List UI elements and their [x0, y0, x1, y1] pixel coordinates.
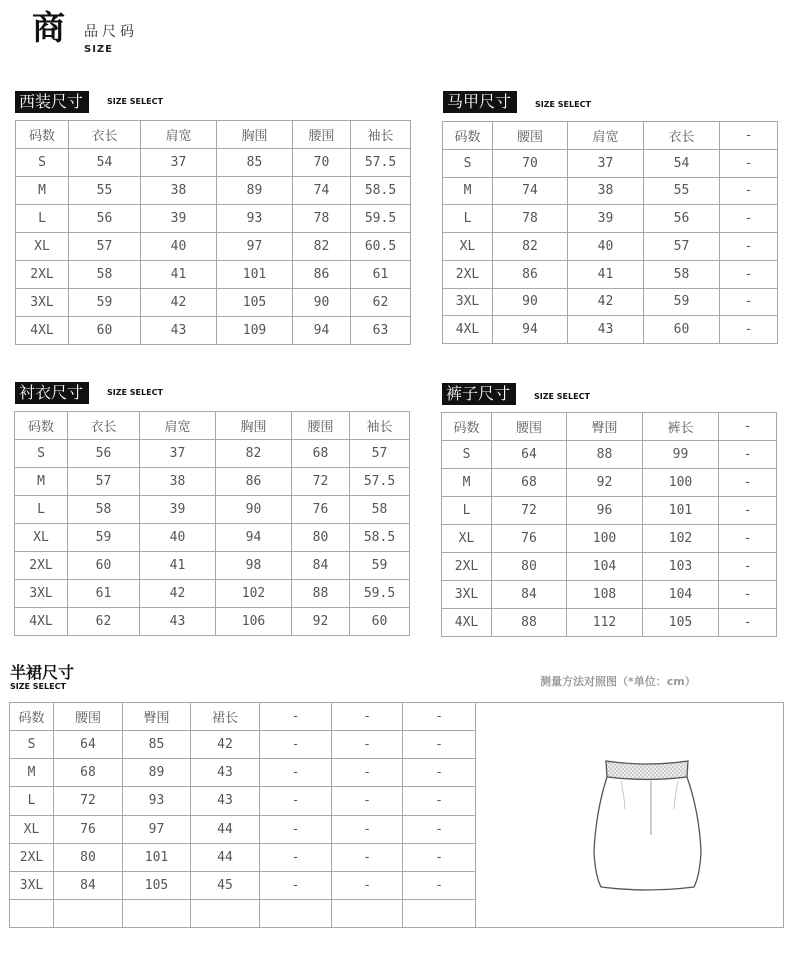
vest-cell: 59	[644, 288, 720, 316]
pants-cell: 105	[643, 609, 719, 637]
skirt-column-header: -	[332, 703, 403, 731]
shirt-cell: S	[15, 440, 68, 468]
suit-cell: 86	[293, 261, 351, 289]
vest-cell: 2XL	[443, 260, 493, 288]
shirt-row	[15, 580, 410, 608]
shirt-cell: 57.5	[350, 468, 410, 496]
suit-cell: 43	[141, 317, 217, 345]
suit-cell: 2XL	[16, 261, 69, 289]
vest-subtitle: SIZE SELECT	[535, 100, 591, 109]
vest-cell: 39	[568, 205, 644, 233]
suit-cell: XL	[16, 233, 69, 261]
shirt-cell: L	[15, 496, 68, 524]
skirt-row	[10, 871, 476, 899]
pants-cell: -	[719, 441, 777, 469]
vest-cell: 54	[644, 149, 720, 177]
skirt-cell: 42	[191, 731, 260, 759]
skirt-cell: -	[332, 759, 403, 787]
pants-cell: 4XL	[442, 609, 492, 637]
suit-column-header: 肩宽	[141, 121, 217, 149]
skirt-title: 半裙尺寸	[10, 663, 75, 682]
vest-cell: L	[443, 205, 493, 233]
pants-cell: 100	[643, 469, 719, 497]
pants-row	[442, 497, 777, 525]
suit-cell: 90	[293, 289, 351, 317]
suit-title: 西装尺寸	[15, 91, 89, 113]
shirt-cell: 40	[140, 524, 216, 552]
vest-cell: -	[720, 177, 778, 205]
header-size-label: SIZE	[84, 44, 114, 55]
vest-column-header: 腰围	[493, 122, 568, 150]
skirt-cell: 97	[123, 815, 191, 843]
pants-cell: 84	[492, 581, 567, 609]
suit-cell: 57.5	[351, 149, 411, 177]
shirt-column-header: 胸围	[216, 412, 292, 440]
vest-cell: 4XL	[443, 316, 493, 344]
suit-cell: 97	[217, 233, 293, 261]
vest-cell: 74	[493, 177, 568, 205]
skirt-cell: 93	[123, 787, 191, 815]
pants-cell: 92	[567, 469, 643, 497]
vest-cell: 78	[493, 205, 568, 233]
vest-row	[443, 233, 778, 261]
vest-cell: 3XL	[443, 288, 493, 316]
vest-cell: 60	[644, 316, 720, 344]
pants-cell: -	[719, 609, 777, 637]
suit-cell: 56	[69, 205, 141, 233]
skirt-cell	[10, 899, 54, 927]
suit-cell: 63	[351, 317, 411, 345]
shirt-cell: 38	[140, 468, 216, 496]
shirt-subtitle: SIZE SELECT	[107, 388, 163, 397]
pants-cell: 88	[567, 441, 643, 469]
skirt-cell: 43	[191, 759, 260, 787]
shirt-row	[15, 440, 410, 468]
shirt-title: 衬衣尺寸	[15, 382, 89, 404]
vest-cell: 37	[568, 149, 644, 177]
shirt-row	[15, 468, 410, 496]
skirt-cell: -	[403, 787, 476, 815]
shirt-cell: 59.5	[350, 580, 410, 608]
vest-row	[443, 149, 778, 177]
suit-column-header: 胸围	[217, 121, 293, 149]
pants-cell: 108	[567, 581, 643, 609]
suit-cell: 78	[293, 205, 351, 233]
skirt-cell: 2XL	[10, 843, 54, 871]
vest-cell: 55	[644, 177, 720, 205]
skirt-cell: 80	[54, 843, 123, 871]
skirt-cell: -	[332, 731, 403, 759]
pants-cell: S	[442, 441, 492, 469]
pants-title: 裤子尺寸	[442, 383, 516, 405]
skirt-column-header: 裙长	[191, 703, 260, 731]
skirt-cell	[191, 899, 260, 927]
shirt-cell: 39	[140, 496, 216, 524]
shirt-cell: 72	[292, 468, 350, 496]
pants-row	[442, 469, 777, 497]
vest-row	[443, 177, 778, 205]
pants-cell: 3XL	[442, 581, 492, 609]
shirt-cell: 90	[216, 496, 292, 524]
skirt-cell: S	[10, 731, 54, 759]
suit-cell: S	[16, 149, 69, 177]
skirt-subtitle: SIZE SELECT	[10, 682, 66, 691]
suit-column-header: 腰围	[293, 121, 351, 149]
shirt-cell: 41	[140, 552, 216, 580]
vest-column-header: 码数	[443, 122, 493, 150]
header-small-chars: 品尺码	[84, 24, 138, 40]
skirt-cell	[260, 899, 332, 927]
skirt-cell: -	[260, 731, 332, 759]
skirt-cell: 76	[54, 815, 123, 843]
pants-cell: 101	[643, 497, 719, 525]
suit-cell: 42	[141, 289, 217, 317]
suit-cell: L	[16, 205, 69, 233]
skirt-cell: 45	[191, 871, 260, 899]
shirt-cell: 62	[68, 608, 140, 636]
skirt-cell: -	[403, 843, 476, 871]
shirt-column-header: 码数	[15, 412, 68, 440]
vest-cell: 40	[568, 233, 644, 261]
skirt-cell: 68	[54, 759, 123, 787]
pants-cell: 103	[643, 553, 719, 581]
vest-cell: 58	[644, 260, 720, 288]
shirt-cell: 102	[216, 580, 292, 608]
shirt-row	[15, 524, 410, 552]
vest-title: 马甲尺寸	[443, 91, 517, 113]
suit-cell: 58	[69, 261, 141, 289]
vest-cell: 86	[493, 260, 568, 288]
pants-cell: 100	[567, 525, 643, 553]
pants-header-row	[442, 413, 777, 441]
pants-cell: 80	[492, 553, 567, 581]
skirt-cell: 72	[54, 787, 123, 815]
vest-cell: 90	[493, 288, 568, 316]
shirt-cell: 3XL	[15, 580, 68, 608]
pants-row	[442, 553, 777, 581]
shirt-size-table	[14, 411, 410, 636]
shirt-header-row	[15, 412, 410, 440]
shirt-cell: 61	[68, 580, 140, 608]
skirt-illustration-panel	[475, 702, 784, 928]
shirt-cell: 98	[216, 552, 292, 580]
pants-cell: -	[719, 497, 777, 525]
pants-cell: -	[719, 553, 777, 581]
vest-cell: -	[720, 149, 778, 177]
suit-cell: 38	[141, 177, 217, 205]
vest-cell: 43	[568, 316, 644, 344]
pants-cell: L	[442, 497, 492, 525]
vest-cell: -	[720, 233, 778, 261]
pants-column-header: 码数	[442, 413, 492, 441]
pants-size-table	[441, 412, 777, 637]
suit-cell: 40	[141, 233, 217, 261]
skirt-cell: 43	[191, 787, 260, 815]
suit-cell: 39	[141, 205, 217, 233]
pants-cell: 64	[492, 441, 567, 469]
vest-cell: S	[443, 149, 493, 177]
pants-cell: -	[719, 469, 777, 497]
vest-cell: -	[720, 288, 778, 316]
skirt-cell	[403, 899, 476, 927]
shirt-cell: 60	[350, 608, 410, 636]
suit-cell: 37	[141, 149, 217, 177]
skirt-column-header: 腰围	[54, 703, 123, 731]
skirt-cell: -	[332, 871, 403, 899]
skirt-cell: 101	[123, 843, 191, 871]
vest-row	[443, 288, 778, 316]
skirt-cell: 44	[191, 843, 260, 871]
skirt-row	[10, 899, 476, 927]
suit-cell: 60.5	[351, 233, 411, 261]
skirt-cell: 44	[191, 815, 260, 843]
vest-cell: 38	[568, 177, 644, 205]
pants-cell: 112	[567, 609, 643, 637]
skirt-cell: -	[403, 815, 476, 843]
shirt-cell: 57	[350, 440, 410, 468]
skirt-row	[10, 731, 476, 759]
skirt-row	[10, 815, 476, 843]
skirt-cell	[123, 899, 191, 927]
vest-cell: 94	[493, 316, 568, 344]
pants-cell: 2XL	[442, 553, 492, 581]
vest-column-header: -	[720, 122, 778, 150]
suit-cell: 59.5	[351, 205, 411, 233]
suit-cell: 89	[217, 177, 293, 205]
skirt-cell: XL	[10, 815, 54, 843]
shirt-column-header: 腰围	[292, 412, 350, 440]
skirt-cell: -	[260, 815, 332, 843]
shirt-cell: 82	[216, 440, 292, 468]
vest-column-header: 肩宽	[568, 122, 644, 150]
vest-cell: -	[720, 260, 778, 288]
pants-row	[442, 525, 777, 553]
skirt-column-header: 臀围	[123, 703, 191, 731]
suit-cell: 70	[293, 149, 351, 177]
suit-cell: 82	[293, 233, 351, 261]
pants-cell: 96	[567, 497, 643, 525]
pants-cell: -	[719, 581, 777, 609]
shirt-cell: 106	[216, 608, 292, 636]
skirt-cell: -	[260, 871, 332, 899]
shirt-cell: 94	[216, 524, 292, 552]
suit-row	[16, 233, 411, 261]
vest-cell: 57	[644, 233, 720, 261]
pants-cell: 104	[643, 581, 719, 609]
shirt-cell: 58.5	[350, 524, 410, 552]
suit-header-row	[16, 121, 411, 149]
shirt-cell: 56	[68, 440, 140, 468]
shirt-cell: M	[15, 468, 68, 496]
pants-cell: 72	[492, 497, 567, 525]
pants-cell: M	[442, 469, 492, 497]
pants-cell: 88	[492, 609, 567, 637]
skirt-cell: -	[260, 759, 332, 787]
skirt-header-row	[10, 703, 476, 731]
pants-cell: 102	[643, 525, 719, 553]
skirt-cell: L	[10, 787, 54, 815]
pants-column-header: 臀围	[567, 413, 643, 441]
shirt-cell: 43	[140, 608, 216, 636]
skirt-cell: -	[403, 731, 476, 759]
vest-cell: -	[720, 205, 778, 233]
suit-cell: 74	[293, 177, 351, 205]
pants-cell: 104	[567, 553, 643, 581]
shirt-column-header: 肩宽	[140, 412, 216, 440]
vest-cell: 56	[644, 205, 720, 233]
shirt-cell: 42	[140, 580, 216, 608]
skirt-column-header: -	[260, 703, 332, 731]
vest-cell: 42	[568, 288, 644, 316]
shirt-cell: 58	[350, 496, 410, 524]
skirt-row	[10, 759, 476, 787]
suit-row	[16, 261, 411, 289]
suit-cell: 62	[351, 289, 411, 317]
pants-cell: XL	[442, 525, 492, 553]
suit-column-header: 码数	[16, 121, 69, 149]
pants-cell: 68	[492, 469, 567, 497]
pants-cell: 76	[492, 525, 567, 553]
skirt-cell: -	[332, 843, 403, 871]
suit-cell: 54	[69, 149, 141, 177]
shirt-row	[15, 552, 410, 580]
vest-size-table	[442, 121, 778, 344]
suit-cell: 58.5	[351, 177, 411, 205]
suit-cell: 59	[69, 289, 141, 317]
pants-column-header: 裤长	[643, 413, 719, 441]
skirt-row	[10, 843, 476, 871]
skirt-cell: 85	[123, 731, 191, 759]
pants-column-header: 腰围	[492, 413, 567, 441]
shirt-cell: 92	[292, 608, 350, 636]
skirt-cell	[332, 899, 403, 927]
pants-row	[442, 441, 777, 469]
suit-cell: 3XL	[16, 289, 69, 317]
shirt-row	[15, 496, 410, 524]
shirt-cell: 4XL	[15, 608, 68, 636]
vest-row	[443, 260, 778, 288]
suit-cell: 109	[217, 317, 293, 345]
shirt-cell: 80	[292, 524, 350, 552]
skirt-icon	[475, 703, 784, 929]
shirt-cell: 58	[68, 496, 140, 524]
suit-cell: 57	[69, 233, 141, 261]
suit-cell: 94	[293, 317, 351, 345]
pants-row	[442, 581, 777, 609]
shirt-cell: 59	[350, 552, 410, 580]
shirt-cell: 68	[292, 440, 350, 468]
suit-cell: 41	[141, 261, 217, 289]
shirt-cell: 84	[292, 552, 350, 580]
shirt-row	[15, 608, 410, 636]
skirt-cell: -	[260, 843, 332, 871]
suit-subtitle: SIZE SELECT	[107, 97, 163, 106]
shirt-column-header: 袖长	[350, 412, 410, 440]
skirt-cell: -	[403, 871, 476, 899]
skirt-cell: 64	[54, 731, 123, 759]
suit-row	[16, 177, 411, 205]
vest-cell: XL	[443, 233, 493, 261]
suit-cell: 60	[69, 317, 141, 345]
skirt-column-header: -	[403, 703, 476, 731]
vest-cell: -	[720, 316, 778, 344]
shirt-cell: 76	[292, 496, 350, 524]
vest-row	[443, 205, 778, 233]
suit-row	[16, 149, 411, 177]
skirt-cell: -	[260, 787, 332, 815]
shirt-cell: 60	[68, 552, 140, 580]
vest-cell: 70	[493, 149, 568, 177]
skirt-cell: 89	[123, 759, 191, 787]
skirt-cell: 3XL	[10, 871, 54, 899]
suit-column-header: 衣长	[69, 121, 141, 149]
suit-cell: M	[16, 177, 69, 205]
skirt-cell: 84	[54, 871, 123, 899]
shirt-cell: 86	[216, 468, 292, 496]
suit-row	[16, 317, 411, 345]
vest-header-row	[443, 122, 778, 150]
pants-subtitle: SIZE SELECT	[534, 392, 590, 401]
suit-column-header: 袖长	[351, 121, 411, 149]
skirt-size-table	[9, 702, 476, 928]
suit-cell: 4XL	[16, 317, 69, 345]
suit-cell: 105	[217, 289, 293, 317]
suit-cell: 101	[217, 261, 293, 289]
suit-cell: 61	[351, 261, 411, 289]
vest-cell: M	[443, 177, 493, 205]
pants-row	[442, 609, 777, 637]
skirt-cell: -	[403, 759, 476, 787]
suit-row	[16, 205, 411, 233]
suit-cell: 93	[217, 205, 293, 233]
skirt-cell: 105	[123, 871, 191, 899]
skirt-row	[10, 787, 476, 815]
vest-cell: 41	[568, 260, 644, 288]
skirt-cell: -	[332, 815, 403, 843]
shirt-cell: XL	[15, 524, 68, 552]
pants-cell: -	[719, 525, 777, 553]
vest-row	[443, 316, 778, 344]
shirt-cell: 37	[140, 440, 216, 468]
shirt-cell: 57	[68, 468, 140, 496]
suit-cell: 85	[217, 149, 293, 177]
skirt-column-header: 码数	[10, 703, 54, 731]
shirt-cell: 59	[68, 524, 140, 552]
skirt-cell: -	[332, 787, 403, 815]
header-big-char: 商	[32, 8, 65, 47]
skirt-cell: M	[10, 759, 54, 787]
measurement-note: 测量方法对照图（*单位：cm）	[540, 675, 696, 688]
skirt-cell	[54, 899, 123, 927]
suit-row	[16, 289, 411, 317]
suit-cell: 55	[69, 177, 141, 205]
shirt-cell: 2XL	[15, 552, 68, 580]
shirt-cell: 88	[292, 580, 350, 608]
pants-column-header: -	[719, 413, 777, 441]
pants-cell: 99	[643, 441, 719, 469]
suit-size-table	[15, 120, 411, 345]
vest-column-header: 衣长	[644, 122, 720, 150]
vest-cell: 82	[493, 233, 568, 261]
shirt-column-header: 衣长	[68, 412, 140, 440]
